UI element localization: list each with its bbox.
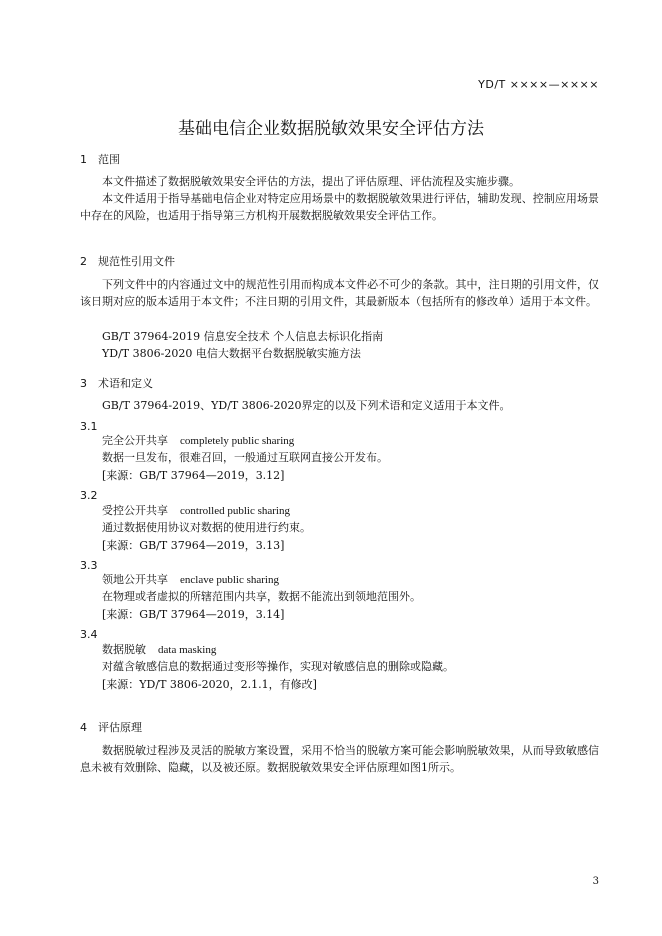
section-title: 规范性引用文件 bbox=[98, 255, 175, 268]
section-1-paragraph-1: 本文件描述了数据脱敏效果安全评估的方法，提出了评估原理、评估流程及实施步骤。 bbox=[102, 175, 520, 188]
term-english: enclave public sharing bbox=[180, 574, 279, 586]
section-number: 3 bbox=[80, 377, 87, 390]
section-3-intro: GB/T 37964-2019、YD/T 3806-2020界定的以及下列术语和定义适用于本文件。 bbox=[102, 399, 511, 412]
term-chinese: 领地公开共享 bbox=[102, 573, 168, 586]
reference-item: GB/T 37964-2019 信息安全技术 个人信息去标识化指南 bbox=[102, 330, 384, 343]
term-chinese: 受控公开共享 bbox=[102, 504, 168, 517]
section-1-paragraph-2: 本文件适用于指导基础电信企业对特定应用场景中的数据脱敏效果进行评估，辅助发现、控制应用场景中存在的风险，也适用于指导第三方机构开展数据脱敏效果安全评估工作。 bbox=[80, 192, 599, 222]
term-heading bbox=[102, 502, 290, 520]
section-number: 2 bbox=[80, 255, 87, 268]
term-english: data masking bbox=[158, 644, 217, 656]
section-number: 4 bbox=[80, 721, 87, 734]
term-number: 3.4 bbox=[80, 628, 98, 641]
term-source: [来源：GB/T 37964—2019，3.14] bbox=[102, 608, 285, 621]
section-2-paragraph-1: 下列文件中的内容通过文中的规范性引用而构成本文件必不可少的条款。其中，注日期的引用文件，仅该日期对应的版本适用于本文件；不注日期的引用文件，其最新版本（包括所有的修改单）适用于本文件。 bbox=[80, 278, 599, 308]
term-number: 3.2 bbox=[80, 489, 98, 502]
term-english: completely public sharing bbox=[180, 435, 295, 447]
document-code: YD/T ××××—×××× bbox=[478, 78, 599, 91]
section-4-heading bbox=[80, 719, 142, 735]
section-1-heading bbox=[80, 151, 120, 167]
term-number: 3.1 bbox=[80, 420, 98, 433]
term-number: 3.3 bbox=[80, 559, 98, 572]
section-3-heading bbox=[80, 375, 153, 391]
term-chinese: 完全公开共享 bbox=[102, 434, 168, 447]
document-title: 基础电信企业数据脱敏效果安全评估方法 bbox=[178, 119, 484, 139]
page-number: 3 bbox=[592, 876, 599, 887]
term-chinese: 数据脱敏 bbox=[102, 643, 146, 656]
section-title: 术语和定义 bbox=[98, 377, 153, 390]
section-number: 1 bbox=[80, 153, 87, 166]
term-definition: 在物理或者虚拟的所辖范围内共享，数据不能流出到领地范围外。 bbox=[102, 590, 421, 603]
reference-item: YD/T 3806-2020 电信大数据平台数据脱敏实施方法 bbox=[102, 347, 361, 360]
term-source: [来源：GB/T 37964—2019，3.13] bbox=[102, 539, 285, 552]
term-definition: 数据一旦发布，很难召回，一般通过互联网直接公开发布。 bbox=[102, 451, 388, 464]
term-source: [来源：YD/T 3806-2020，2.1.1，有修改] bbox=[102, 678, 317, 691]
term-definition: 对蕴含敏感信息的数据通过变形等操作，实现对敏感信息的删除或隐藏。 bbox=[102, 660, 454, 673]
term-definition: 通过数据使用协议对数据的使用进行约束。 bbox=[102, 521, 311, 534]
section-title: 范围 bbox=[98, 153, 120, 166]
term-heading bbox=[102, 641, 216, 659]
section-2-heading bbox=[80, 253, 175, 269]
term-source: [来源：GB/T 37964—2019，3.12] bbox=[102, 469, 285, 482]
term-heading bbox=[102, 571, 279, 589]
section-title: 评估原理 bbox=[98, 721, 142, 734]
term-english: controlled public sharing bbox=[180, 505, 290, 517]
term-heading bbox=[102, 432, 294, 450]
section-4-paragraph-1: 数据脱敏过程涉及灵活的脱敏方案设置，采用不恰当的脱敏方案可能会影响脱敏效果，从而导致敏感信息未被有效删除、隐藏，以及被还原。数据脱敏效果安全评估原理如图1所示。 bbox=[80, 744, 599, 774]
